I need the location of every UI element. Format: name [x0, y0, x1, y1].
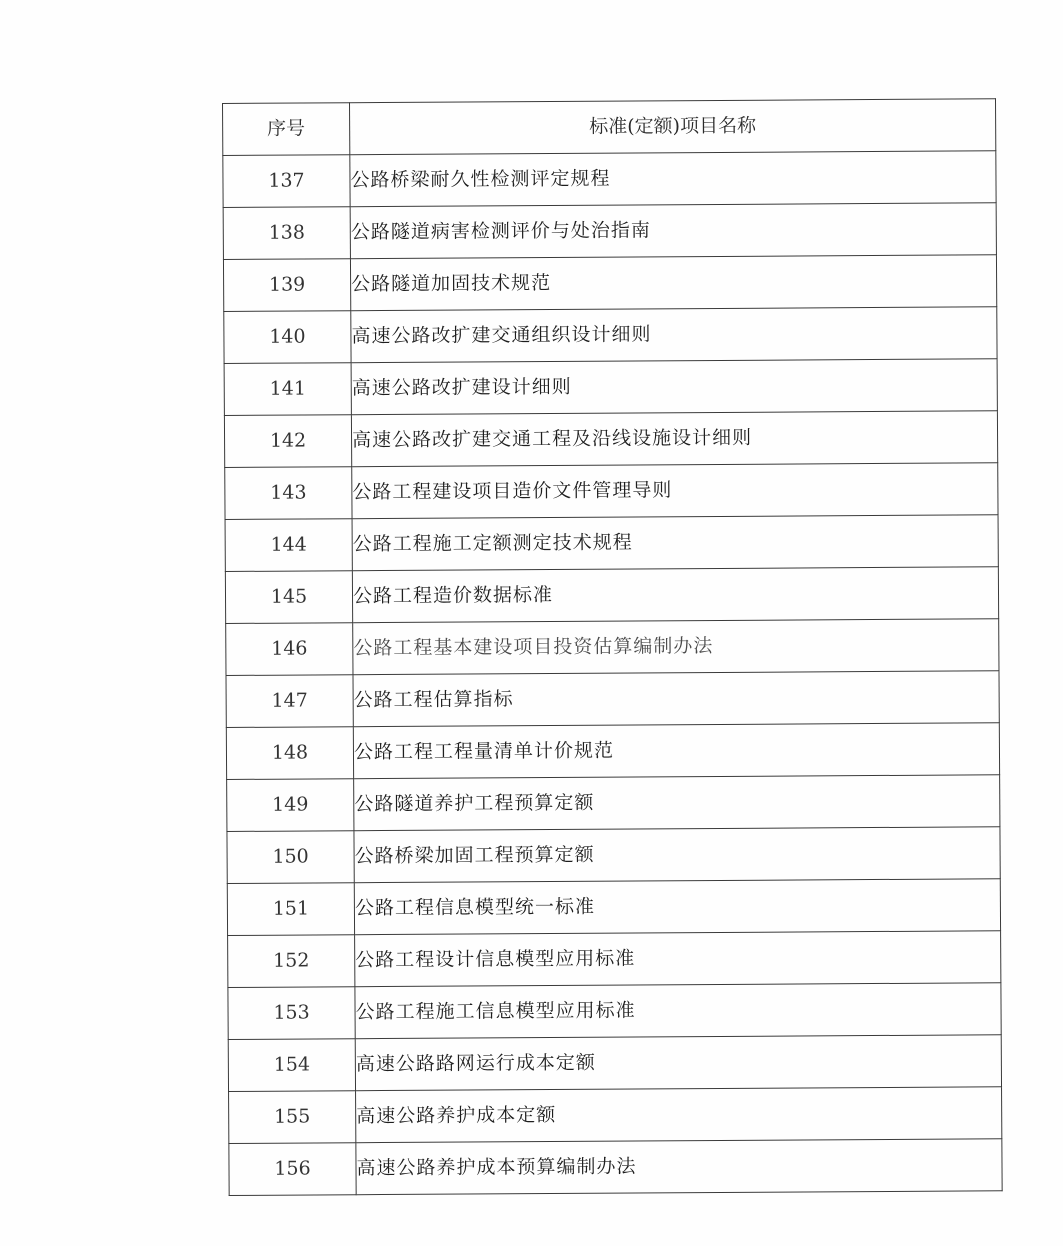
row-index: 155: [229, 1091, 356, 1144]
table-row: [226, 671, 999, 728]
row-standard-name: 公路桥梁加固工程预算定额: [354, 827, 1000, 883]
row-standard-name: 公路工程工程量清单计价规范: [353, 723, 999, 779]
row-standard-name: 高速公路改扩建设计细则: [351, 359, 997, 415]
row-standard-name: 高速公路养护成本预算编制办法: [356, 1139, 1002, 1195]
table-row: [224, 411, 997, 468]
row-index: 143: [225, 467, 352, 520]
row-index: 141: [224, 363, 351, 416]
table-row: [227, 879, 1000, 936]
row-index: 137: [223, 155, 350, 208]
table-row: [225, 567, 998, 624]
table-row: [225, 463, 998, 520]
row-standard-name: 公路工程信息模型统一标准: [354, 879, 1000, 935]
table-row: [225, 515, 998, 572]
row-index: 148: [226, 727, 353, 780]
row-standard-name: 公路工程估算指标: [353, 671, 999, 727]
row-index: 146: [226, 623, 353, 676]
row-index: 142: [224, 415, 351, 468]
row-standard-name: 公路工程设计信息模型应用标准: [355, 931, 1001, 987]
row-index: 147: [226, 675, 353, 728]
row-standard-name: 公路隧道养护工程预算定额: [354, 775, 1000, 831]
header-name: 标准(定额)项目名称: [350, 99, 996, 155]
row-index: 149: [227, 779, 354, 832]
row-index: 145: [225, 571, 352, 624]
row-index: 144: [225, 519, 352, 572]
header-row: [223, 99, 996, 156]
row-standard-name: 高速公路养护成本定额: [356, 1087, 1002, 1143]
table-row: [228, 931, 1001, 988]
header-index: 序号: [223, 103, 350, 156]
table-row: [223, 151, 996, 208]
row-index: 139: [223, 259, 350, 312]
row-index: 154: [228, 1039, 355, 1092]
table-body: [223, 151, 1002, 1196]
row-standard-name: 公路工程建设项目造价文件管理导则: [352, 463, 998, 519]
row-index: 152: [228, 935, 355, 988]
row-index: 150: [227, 831, 354, 884]
table-row: [229, 1139, 1002, 1196]
row-index: 153: [228, 987, 355, 1040]
row-standard-name: 公路隧道加固技术规范: [350, 255, 996, 311]
row-standard-name: 公路工程施工信息模型应用标准: [355, 983, 1001, 1039]
table-row: [227, 775, 1000, 832]
row-standard-name: 高速公路改扩建交通组织设计细则: [351, 307, 997, 363]
table-row: [226, 723, 999, 780]
row-standard-name: 公路隧道病害检测评价与处治指南: [350, 203, 996, 259]
table-row: [228, 983, 1001, 1040]
row-standard-name: 高速公路路网运行成本定额: [355, 1035, 1001, 1091]
table-row: [223, 203, 996, 260]
standards-table: [222, 98, 1003, 1196]
table-row: [224, 307, 997, 364]
row-index: 138: [223, 207, 350, 260]
table-row: [228, 1035, 1001, 1092]
row-standard-name: 公路工程施工定额测定技术规程: [352, 515, 998, 571]
row-standard-name: 公路桥梁耐久性检测评定规程: [350, 151, 996, 207]
row-index: 140: [224, 311, 351, 364]
row-standard-name: 高速公路改扩建交通工程及沿线设施设计细则: [351, 411, 997, 467]
row-standard-name: 公路工程造价数据标准: [352, 567, 998, 623]
row-index: 151: [227, 883, 354, 936]
table-row: [224, 359, 997, 416]
table-row: [227, 827, 1000, 884]
table-row: [229, 1087, 1002, 1144]
row-index: 156: [229, 1143, 356, 1196]
table-row: [226, 619, 999, 676]
table-row: [223, 255, 996, 312]
row-standard-name: 公路工程基本建设项目投资估算编制办法: [353, 619, 999, 675]
